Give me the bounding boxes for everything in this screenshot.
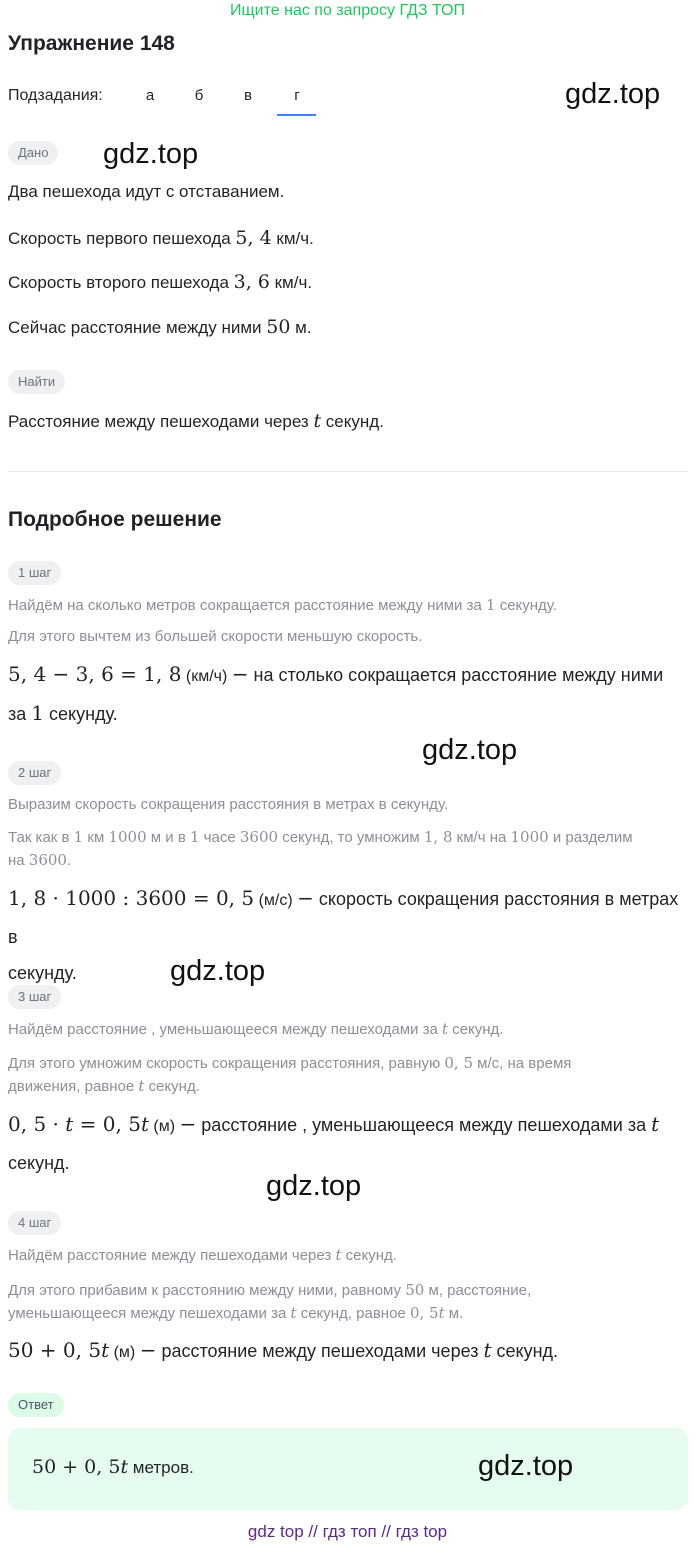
watermark: gdz.top [170,955,266,987]
given-line-2: Скорость первого пешехода 5, 4 км/ч. [8,227,314,249]
solution-title: Подробное решение [8,508,222,531]
step-2-hint-2: Так как в 1 км 1000 м и в 1 часе 3600 секунд, то умножим 1, 8 км/ч на 1000 и разделим на 3600. [8,828,633,869]
watermark: gdz.top [565,78,661,110]
step-4-result: 50 + 0, 5t (м) − расстояние между пешеходами через t секунд. [8,1338,559,1362]
divider [8,471,688,472]
given-line-4: Сейчас расстояние между ними 50 м. [8,316,312,338]
find-chip: Найти [8,370,65,394]
footer-links[interactable]: gdz top // гдз топ // гдз top [247,1522,448,1541]
step-4-chip: 4 шаг [8,1211,61,1235]
step-3-hint-1: Найдём расстояние , уменьшающееся между пешеходами за t секунд. [8,1020,504,1038]
tab-a[interactable]: а [145,87,155,104]
watermark: gdz.top [103,138,199,170]
active-tab-indicator [277,114,316,116]
step-3-chip: 3 шаг [8,985,61,1009]
watermark: gdz.top [422,734,518,766]
watermark: gdz.top [478,1450,574,1482]
step-1-hint-1: Найдём на сколько метров сокращается расстояние между ними за 1 секунду. [8,596,557,614]
subtasks-label: Подзадания: [8,87,103,104]
step-2-chip: 2 шаг [8,761,61,785]
tab-v[interactable]: в [244,87,252,104]
answer-text: 50 + 0, 5t метров. [32,1456,194,1478]
given-line-1: Два пешехода идут с отставанием. [8,182,285,201]
top-banner: Ищите нас по запросу ГДЗ ТОП [230,2,465,19]
step-4-hint-2: Для этого прибавим к расстоянию между ними, равному 50 м, расстояние, уменьшающееся между пешеходами за t секунд, равное 0, 5t м. [8,1281,532,1322]
step-3-result: 0, 5 · t = 0, 5t (м) − расстояние , уменьшающееся между пешеходами за t секунд. [8,1112,660,1173]
given-chip: Дано [8,141,58,165]
tab-b[interactable]: б [194,87,204,104]
step-1-chip: 1 шаг [8,561,61,585]
step-3-hint-2: Для этого умножим скорость сокращения расстояния, равную 0, 5 м/с, на время движения, равное t секунд. [8,1054,572,1095]
watermark: gdz.top [266,1170,362,1202]
page-title: Упражнение 148 [8,32,175,55]
step-2-hint-1: Выразим скорость сокращения расстояния в метрах в секунду. [8,796,449,813]
step-1-hint-2: Для этого вычтем из большей скорости меньшую скорость. [8,628,423,645]
tab-g[interactable]: г [294,87,300,104]
answer-chip: Ответ [8,1393,64,1417]
given-line-3: Скорость второго пешехода 3, 6 км/ч. [8,271,313,293]
step-1-result: 5, 4 − 3, 6 = 1, 8 (км/ч) − на столько сокращается расстояние между ними за 1 секунду. [8,662,664,725]
step-2-result: 1, 8 · 1000 : 3600 = 0, 5 (м/с) − скорость сокращения расстояния в метрах в секунду. [8,886,679,983]
step-4-hint-1: Найдём расстояние между пешеходами через t секунд. [8,1246,397,1264]
find-line: Расстояние между пешеходами через t секунд. [8,410,384,432]
